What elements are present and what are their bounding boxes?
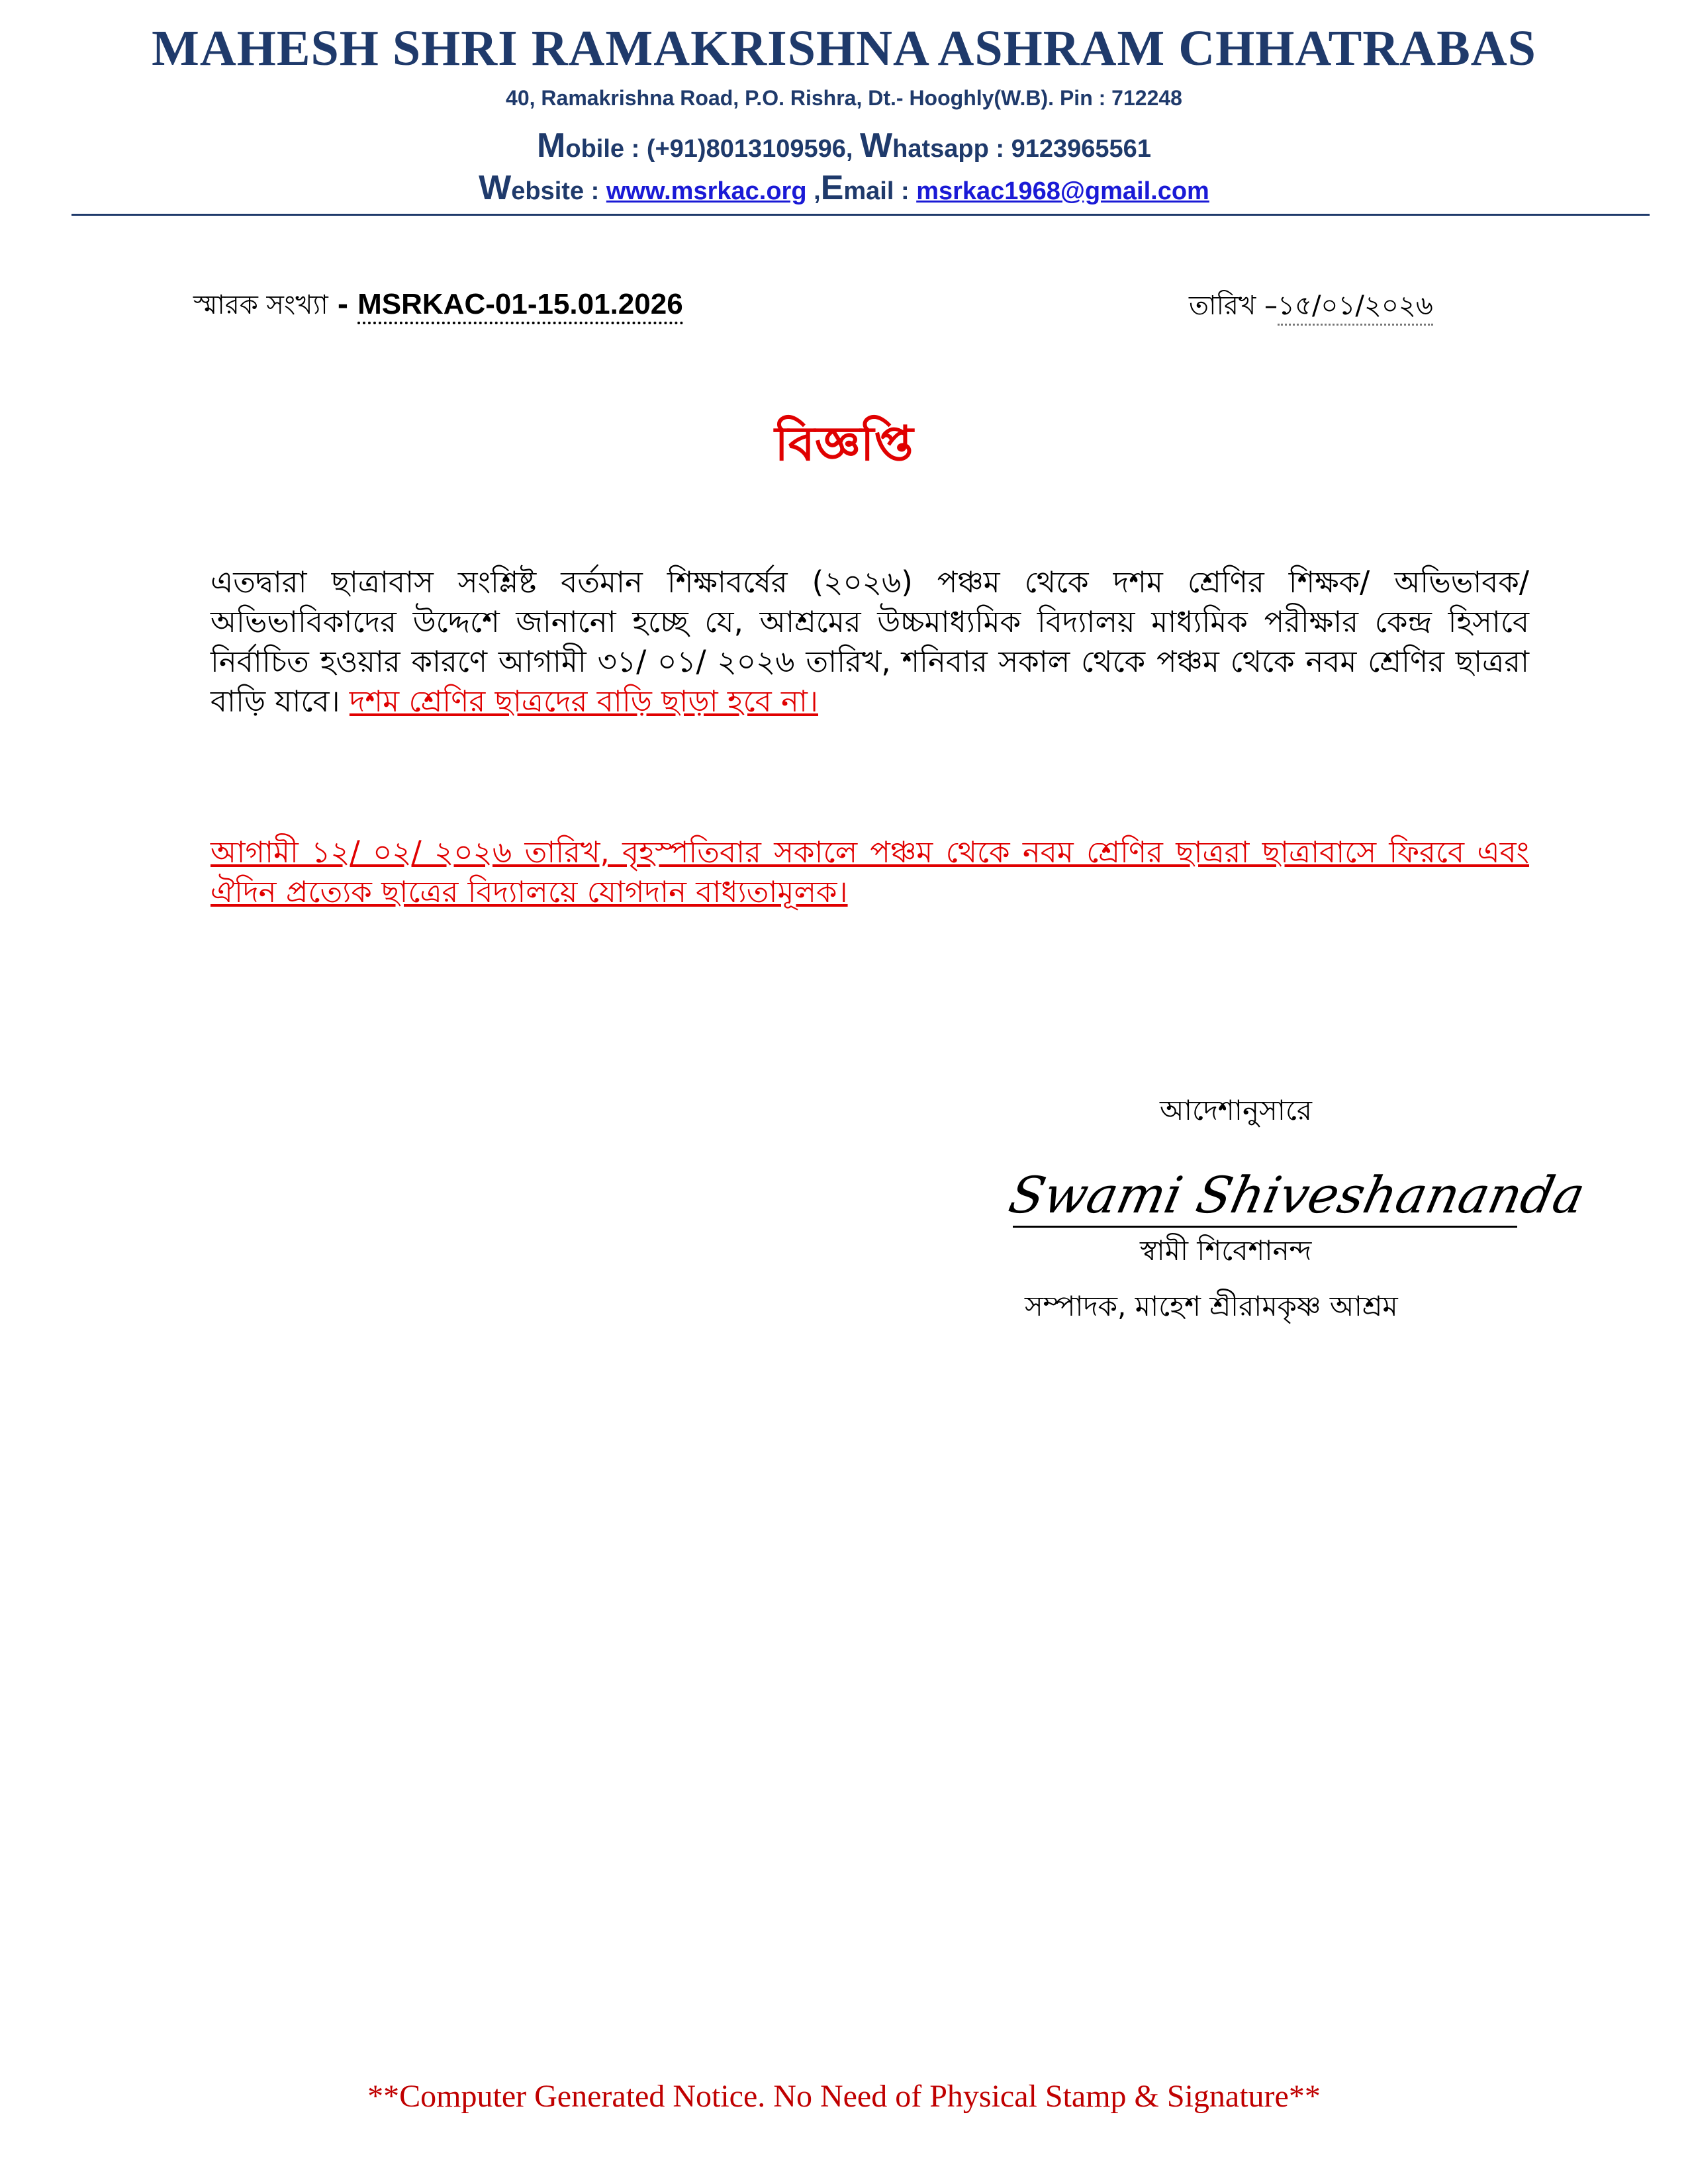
whatsapp-label: hatsapp :: [892, 135, 1011, 163]
notice-date: [1189, 286, 1433, 326]
signature-line: [1013, 1226, 1517, 1228]
footer-disclaimer: **Computer Generated Notice. No Need of Physical Stamp & Signature**: [367, 2079, 1321, 2114]
mobile-label: obile :: [565, 135, 647, 163]
handwritten-signature: [1004, 1152, 1590, 1238]
contact-web-line: Website : www.msrkac.org ,Email : msrkac1968@gmail.com: [479, 169, 1209, 207]
mobile-number: (+91)8013109596: [646, 135, 846, 163]
letterhead-divider: [71, 214, 1650, 216]
email-link[interactable]: msrkac1968@gmail.com: [916, 177, 1209, 205]
institution-address: 40, Ramakrishna Road, P.O. Rishra, Dt.- Hooghly(W.B). Pin : 712248: [506, 86, 1182, 110]
institution-name: MAHESH SHRI RAMAKRISHNA ASHRAM CHHATRABAS: [152, 21, 1536, 76]
website-label: ebsite :: [511, 177, 606, 205]
by-order-label: আদেশানুসারে: [1160, 1094, 1312, 1126]
whatsapp-initial: W: [860, 126, 893, 165]
date-value: ১৫/০১/২০২৬: [1278, 291, 1433, 326]
website-link[interactable]: www.msrkac.org: [606, 177, 807, 205]
email-label: mail :: [843, 177, 917, 205]
reference-separator: -: [328, 290, 358, 320]
whatsapp-number: 9123965561: [1011, 135, 1151, 163]
signatory-designation: সম্পাদক, মাহেশ শ্রীরামকৃষ্ণ আশ্রম: [1025, 1290, 1398, 1322]
date-label: তারিখ: [1189, 291, 1256, 321]
paragraph-1-text: এতদ্বারা ছাত্রাবাস সংশ্লিষ্ট বর্তমান শিক্ষাবর্ষের (২০২৬) পঞ্চম থেকে দশম শ্রেণির শিক্ষক/ অভিভাবক/ অভিভাবিকাদের উদ্দেশে জানানো হচ্ছে যে, আশ্রমের উচ্চমাধ্যমিক বিদ্যালয় মাধ্যমিক পরীক্ষার কেন্দ্র হিসাবে নির্বাচিত হওয়ার কারণে আগামী ৩১/ ০১/ ২০২৬ তারিখ, শনিবার সকাল থেকে পঞ্চম থেকে নবম শ্রেণির ছাত্ররা বাড়ি যাবে।: [211, 565, 1529, 719]
reference-label: স্মারক সংখ্যা: [193, 290, 328, 320]
signature-text: Swami Shiveshananda: [1004, 1166, 1590, 1225]
notice-paragraph-1: [211, 563, 1529, 721]
notice-heading: বিজ্ঞপ্তি: [774, 416, 914, 471]
signatory-name: স্বামী শিবেশানন্দ: [1140, 1234, 1312, 1267]
contact-phone-line: Mobile : (+91)8013109596, Whatsapp : 9123965561: [537, 126, 1151, 165]
reference-number: [193, 285, 683, 325]
website-initial: W: [479, 169, 512, 207]
mobile-initial: M: [537, 126, 566, 165]
reference-value: MSRKAC-01-15.01.2026: [357, 288, 683, 324]
paragraph-1-emphasis: দশম শ্রেণির ছাত্রদের বাড়ি ছাড়া হবে না।: [349, 684, 819, 719]
date-dash: –: [1256, 291, 1278, 321]
email-initial: E: [820, 169, 844, 207]
notice-paragraph-2: আগামী ১২/ ০২/ ২০২৬ তারিখ, বৃহস্পতিবার সকালে পঞ্চম থেকে নবম শ্রেণির ছাত্ররা ছাত্রাবাসে ফিরবে এবং ঐদিন প্রত্যেক ছাত্রের বিদ্যালয়ে যোগদান বাধ্যতামূলক।: [211, 835, 1529, 909]
